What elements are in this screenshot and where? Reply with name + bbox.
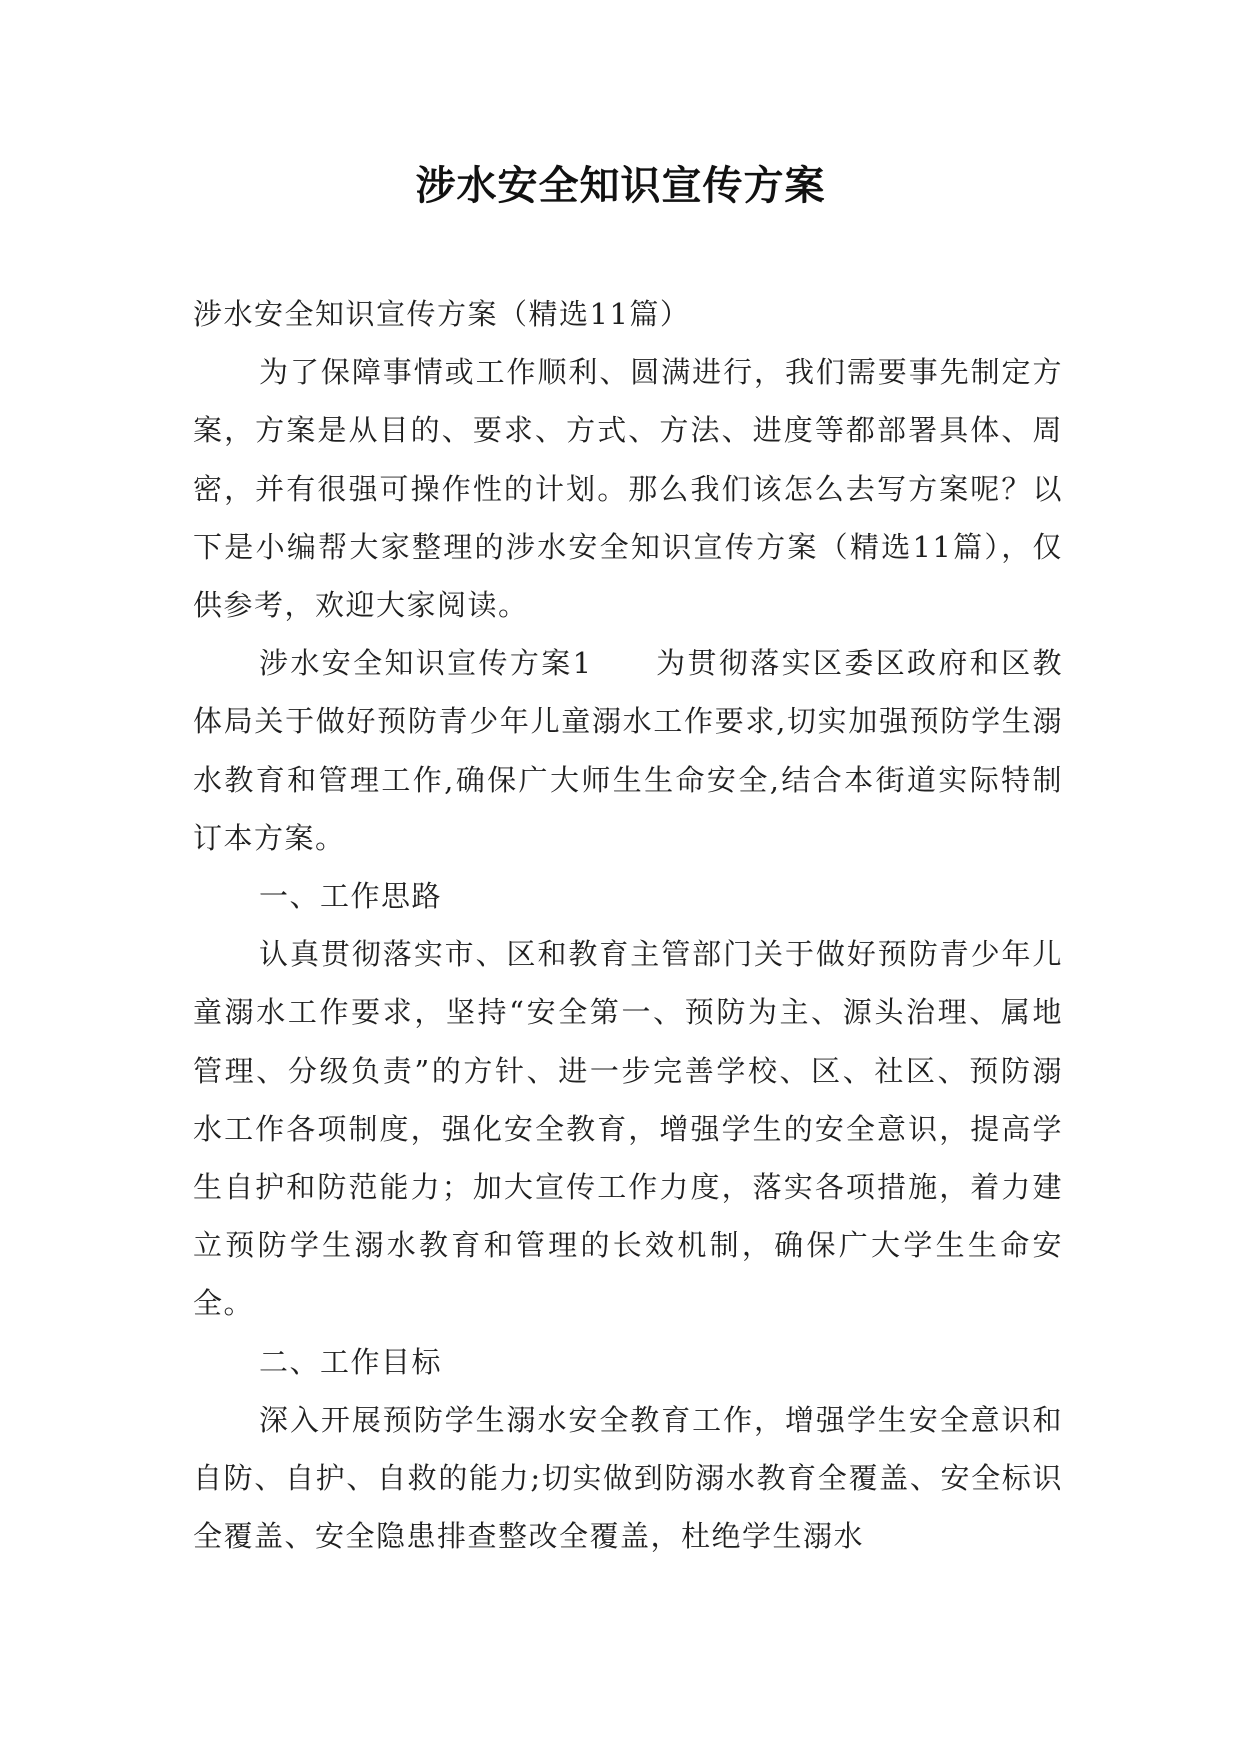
document-body bbox=[193, 285, 1063, 1565]
document-subtitle: 涉水安全知识宣传方案（精选11篇） bbox=[193, 297, 691, 331]
paragraph-work-approach: 认真贯彻落实市、区和教育主管部门关于做好预防青少年儿童溺水工作要求，坚持“安全第一、预防为主、源头治理、属地管理、分级负责”的方针、进一步完善学校、区、社区、预防溺水工作各项制度，强化安全教育，增强学生的安全意识，提高学生自护和防范能力；加大宣传工作力度，落实各项措施，着力建立预防学生溺水教育和管理的长效机制，确保广大学生生命安全。 bbox=[193, 937, 1063, 1321]
section-heading-1: 一、工作思路 bbox=[259, 879, 443, 914]
paragraph-intro: 为了保障事情或工作顺利、圆满进行，我们需要事先制定方案，方案是从目的、要求、方式、方法、进度等都部署具体、周密，并有很强可操作性的计划。那么我们该怎么去写方案呢？以下是小编帮大家整理的涉水安全知识宣传方案（精选11篇），仅供参考，欢迎大家阅读。 bbox=[193, 355, 1063, 623]
document-title: 涉水安全知识宣传方案 bbox=[415, 163, 826, 209]
paragraph-work-goals: 深入开展预防学生溺水安全教育工作，增强学生安全意识和自防、自护、自救的能力;切实做到防溺水教育全覆盖、安全标识全覆盖、安全隐患排查整改全覆盖，杜绝学生溺水 bbox=[193, 1402, 1063, 1554]
section-heading-2: 二、工作目标 bbox=[259, 1344, 443, 1379]
paragraph-plan-1: 涉水安全知识宣传方案1 为贯彻落实区委区政府和区教体局关于做好预防青少年儿童溺水工作要求,切实加强预防学生溺水教育和管理工作,确保广大师生生命安全,结合本街道实际特制订本方案。 bbox=[193, 646, 1063, 855]
